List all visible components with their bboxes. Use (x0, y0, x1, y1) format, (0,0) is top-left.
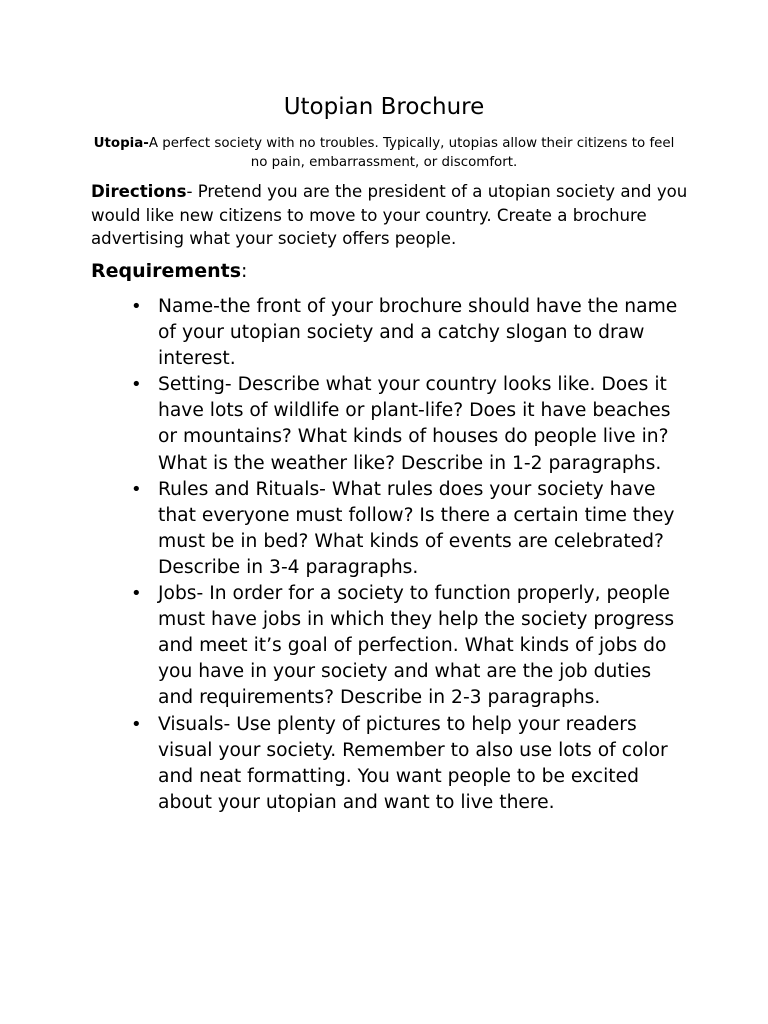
directions-text: - Pretend you are the president of a utopian society and you would like new citizens to move to your country. Create a brochure advertising what your society offers people. (91, 182, 688, 248)
requirements-list (0, 294, 768, 816)
definition-text: A perfect society with no troubles. Typically, utopias allow their citizens to feel no pain, embarrassment, or discomfort. (148, 136, 675, 170)
definition-term: Utopia- (93, 136, 149, 151)
requirements-label: Requirements (91, 260, 242, 282)
page-title: Utopian Brochure (283, 94, 485, 120)
bullet-icon: • (131, 713, 142, 735)
list-item (0, 581, 678, 711)
bullet-icon: • (131, 478, 142, 500)
list-item-text: Name-the front of your brochure should have the name of your utopian society and a catchy slogan to draw interest. (158, 296, 678, 370)
directions-paragraph (91, 180, 691, 251)
utopia-definition (92, 134, 676, 172)
requirements-colon: : (241, 260, 248, 282)
bullet-icon: • (131, 583, 142, 605)
list-item (0, 294, 678, 372)
bullet-icon: • (131, 374, 142, 396)
list-item-text: Visuals- Use plenty of pictures to help your readers visual your society. Remember to also use lots of color and neat formatting. You want people to be excited about your utopian and want to live there. (158, 713, 668, 813)
list-item (0, 712, 678, 816)
list-item-text: Setting- Describe what your country looks like. Does it have lots of wildlife or plant-life? Does it have beaches or mountains? What kinds of houses do people live in? What is the weather like? Describe in 1-2 paragraphs. (158, 374, 671, 474)
bullet-icon: • (131, 296, 142, 317)
list-item-text: Rules and Rituals- What rules does your society have that everyone must follow? Is there a certain time they must be in bed? What kinds of events are celebrated? Describe in 3-4 paragraphs. (158, 478, 675, 578)
list-item (0, 477, 678, 581)
list-item-text: Jobs- In order for a society to function properly, people must have jobs in which they help the society progress and meet it’s goal of perfection. What kinds of jobs do you have in your society and what are the job duties and requirements? Describe in 2-3 paragraphs. (158, 583, 675, 709)
directions-label: Directions (91, 182, 187, 201)
requirements-heading (91, 257, 247, 285)
list-item (0, 372, 678, 476)
